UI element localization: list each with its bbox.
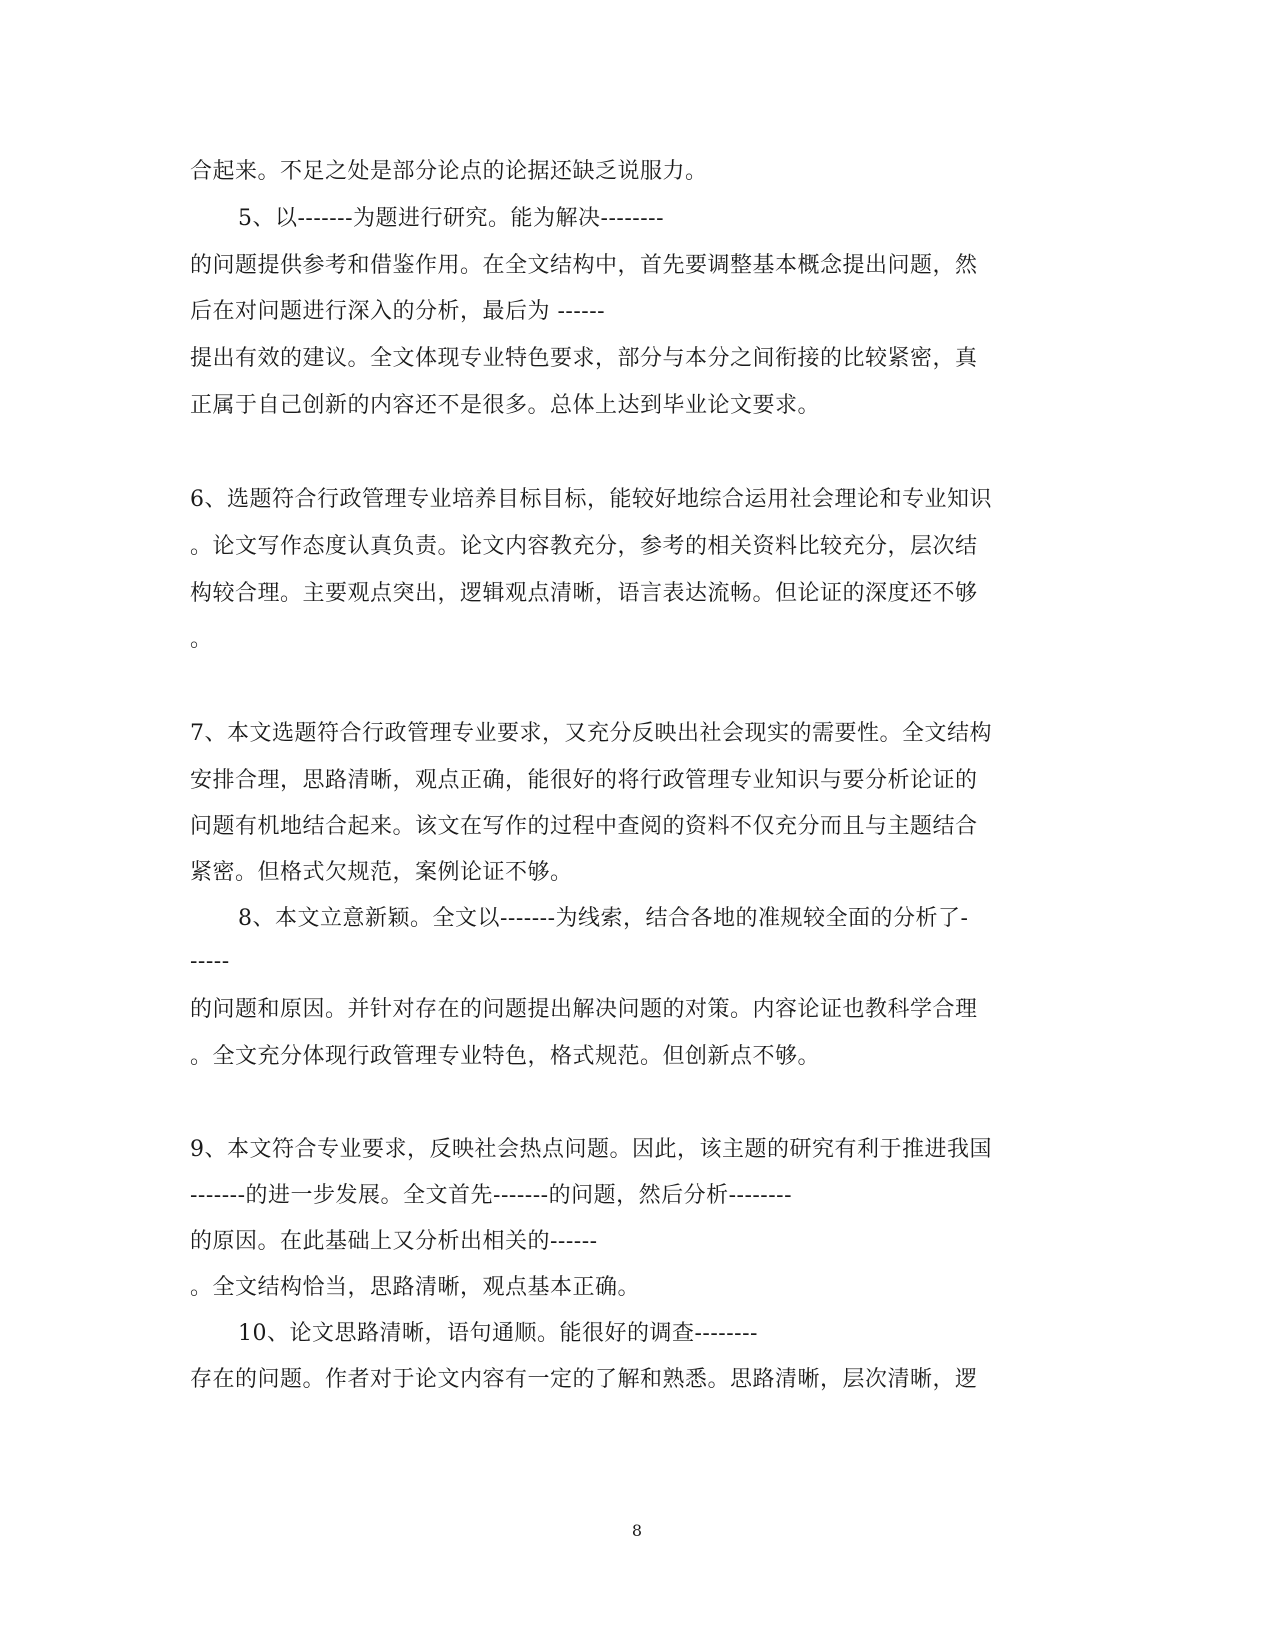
text-line-22: 。全文结构恰当，思路清晰，观点基本正确。 xyxy=(190,1275,641,1300)
text-line-1: 合起来。不足之处是部分论点的论据还缺乏说服力。 xyxy=(190,159,708,184)
text-line-15: 8、本文立意新颖。全文以-------为线索，结合各地的准规较全面的分析了- xyxy=(238,906,969,931)
text-line-13: 问题有机地结合起来。该文在写作的过程中查阅的资料不仅充分而且与主题结合 xyxy=(190,814,978,839)
text-line-4: 后在对问题进行深入的分析，最后为 ------ xyxy=(190,299,606,324)
text-line-16: ----- xyxy=(190,949,230,974)
page-number: 8 xyxy=(631,1521,643,1540)
text-line-17: 的问题和原因。并针对存在的问题提出解决问题的对策。内容论证也教科学合理 xyxy=(190,997,978,1022)
text-line-9: 构较合理。主要观点突出，逻辑观点清晰，语言表达流畅。但论证的深度还不够 xyxy=(190,581,978,606)
text-line-8: 。论文写作态度认真负责。论文内容教充分，参考的相关资料比较充分，层次结 xyxy=(190,534,978,559)
text-line-6: 正属于自己创新的内容还不是很多。总体上达到毕业论文要求。 xyxy=(190,393,821,418)
text-line-24: 存在的问题。作者对于论文内容有一定的了解和熟悉。思路清晰，层次清晰，逻 xyxy=(190,1367,978,1392)
text-line-20: -------的进一步发展。全文首先-------的问题，然后分析-------- xyxy=(190,1183,793,1208)
text-line-12: 安排合理，思路清晰，观点正确，能很好的将行政管理专业知识与要分析论证的 xyxy=(190,768,978,793)
text-line-23: 10、论文思路清晰，语句通顺。能很好的调查-------- xyxy=(238,1321,758,1346)
text-line-3: 的问题提供参考和借鉴作用。在全文结构中，首先要调整基本概念提出问题，然 xyxy=(190,253,978,278)
text-line-14: 紧密。但格式欠规范，案例论证不够。 xyxy=(190,860,573,885)
text-line-5: 提出有效的建议。全文体现专业特色要求，部分与本分之间衔接的比较紧密，真 xyxy=(190,346,978,371)
text-line-11: 7、本文选题符合行政管理专业要求，又充分反映出社会现实的需要性。全文结构 xyxy=(190,721,992,746)
text-line-10: 。 xyxy=(190,627,213,652)
text-line-21: 的原因。在此基础上又分析出相关的------ xyxy=(190,1229,598,1254)
text-line-2: 5、以-------为题进行研究。能为解决-------- xyxy=(238,206,665,231)
text-line-19: 9、本文符合专业要求，反映社会热点问题。因此，该主题的研究有利于推进我国 xyxy=(190,1137,992,1162)
text-line-7: 6、选题符合行政管理专业培养目标目标，能较好地综合运用社会理论和专业知识 xyxy=(190,487,992,512)
text-line-18: 。全文充分体现行政管理专业特色，格式规范。但创新点不够。 xyxy=(190,1044,821,1069)
